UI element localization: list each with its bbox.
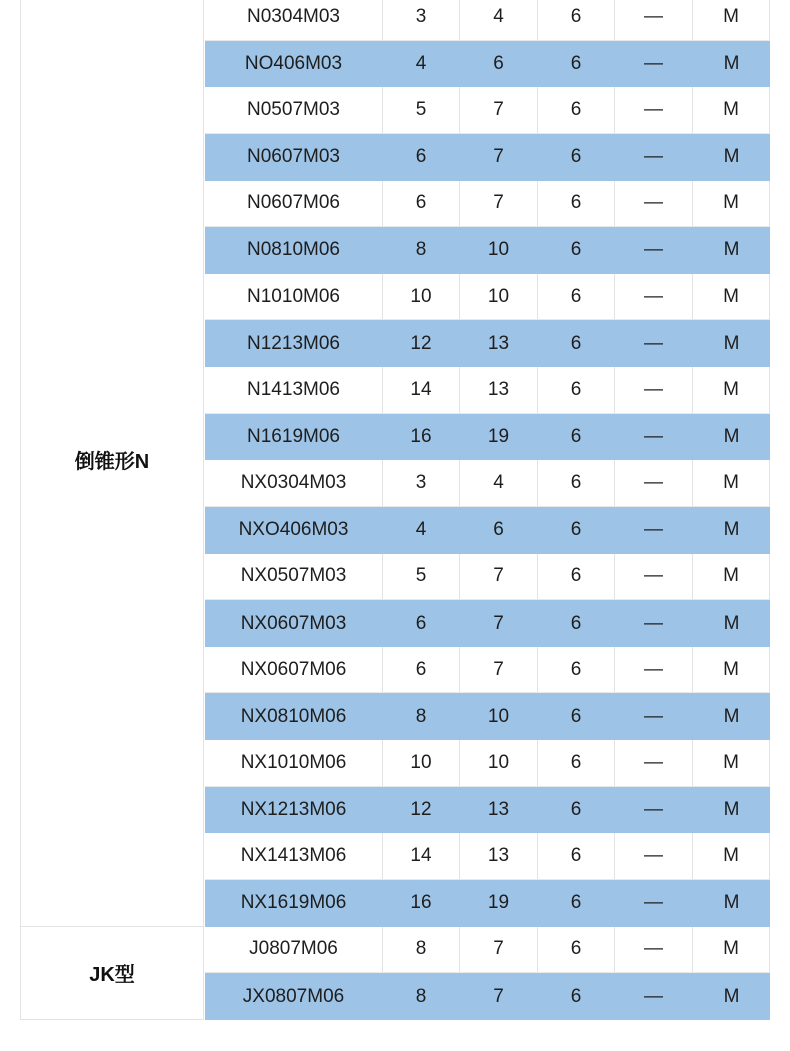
spec-cell: 7 bbox=[460, 554, 538, 600]
spec-cell: — bbox=[644, 332, 663, 354]
table-row bbox=[205, 554, 770, 601]
spec-cell: 6 bbox=[570, 985, 582, 1007]
spec-cell: 19 bbox=[487, 892, 510, 914]
spec-cell: 6 bbox=[538, 554, 615, 600]
spec-cell: 7 bbox=[460, 181, 538, 227]
spec-cell: 6 bbox=[538, 87, 615, 133]
model-code-cell: N1413M06 bbox=[205, 367, 383, 413]
spec-cell: 6 bbox=[538, 460, 615, 506]
table-row bbox=[205, 647, 770, 694]
spec-cell: M bbox=[693, 740, 770, 786]
spec-cell: M bbox=[693, 0, 770, 40]
spec-cell: 6 bbox=[570, 612, 582, 634]
spec-cell: — bbox=[615, 927, 693, 973]
spec-cell: 6 bbox=[493, 52, 504, 74]
spec-cell: — bbox=[644, 425, 663, 447]
table-row bbox=[205, 41, 770, 88]
model-code-cell: NX0507M03 bbox=[205, 554, 383, 600]
spec-cell: 6 bbox=[570, 705, 582, 727]
spec-cell: 6 bbox=[538, 927, 615, 973]
spec-cell: 7 bbox=[460, 927, 538, 973]
spec-cell: M bbox=[693, 181, 770, 227]
spec-cell: — bbox=[615, 87, 693, 133]
model-code-cell: NX0304M03 bbox=[205, 460, 383, 506]
spec-cell: 19 bbox=[487, 425, 510, 447]
spec-cell: — bbox=[615, 740, 693, 786]
spec-cell: 6 bbox=[538, 647, 615, 693]
spec-cell: 10 bbox=[383, 740, 460, 786]
model-code-cell: NX1619M06 bbox=[240, 892, 347, 914]
spec-cell: M bbox=[723, 892, 740, 914]
spec-cell: M bbox=[723, 985, 740, 1007]
spec-cell: — bbox=[615, 647, 693, 693]
model-code-cell: N0607M06 bbox=[205, 181, 383, 227]
table-row bbox=[205, 693, 770, 740]
spec-cell: — bbox=[615, 367, 693, 413]
spec-cell: 4 bbox=[415, 52, 427, 74]
spec-cell: 6 bbox=[415, 612, 427, 634]
model-code-cell: N1213M06 bbox=[247, 332, 340, 354]
table-row bbox=[205, 367, 770, 414]
spec-cell: — bbox=[615, 554, 693, 600]
spec-cell: — bbox=[644, 799, 663, 821]
table-row bbox=[205, 181, 770, 228]
spec-cell: M bbox=[693, 87, 770, 133]
table-row bbox=[205, 87, 770, 134]
spec-cell: 16 bbox=[410, 892, 432, 914]
model-code-cell: JX0807M06 bbox=[242, 985, 345, 1007]
spec-cell: 6 bbox=[415, 146, 427, 168]
spec-cell: 10 bbox=[487, 239, 510, 261]
spec-cell: 16 bbox=[410, 425, 432, 447]
table-row bbox=[205, 134, 770, 181]
spec-cell: — bbox=[615, 460, 693, 506]
table-row bbox=[205, 227, 770, 274]
spec-cell: M bbox=[723, 612, 740, 634]
spec-cell: 13 bbox=[487, 332, 510, 354]
model-code-cell: N0810M06 bbox=[247, 239, 340, 261]
spec-cell: M bbox=[693, 554, 770, 600]
model-code-cell: NO406M03 bbox=[244, 52, 343, 74]
spec-cell: 4 bbox=[460, 0, 538, 40]
spec-cell: M bbox=[723, 799, 740, 821]
model-code-cell: NX0810M06 bbox=[240, 705, 347, 727]
spec-cell: 12 bbox=[410, 799, 432, 821]
model-code-cell: NX1010M06 bbox=[205, 740, 383, 786]
table-row bbox=[205, 507, 770, 554]
spec-cell: — bbox=[644, 612, 663, 634]
spec-cell: M bbox=[693, 927, 770, 973]
spec-cell: 6 bbox=[570, 332, 582, 354]
spec-cell: 6 bbox=[493, 519, 504, 541]
table-row bbox=[205, 460, 770, 507]
spec-cell: M bbox=[723, 519, 740, 541]
spec-cell: 6 bbox=[538, 833, 615, 879]
spec-cell: 7 bbox=[493, 146, 504, 168]
spec-cell: — bbox=[644, 985, 663, 1007]
spec-cell: 4 bbox=[415, 519, 427, 541]
spec-cell: 6 bbox=[383, 647, 460, 693]
spec-cell: 6 bbox=[570, 799, 582, 821]
model-code-cell: J0807M06 bbox=[205, 927, 383, 973]
group-label: 倒锥形N bbox=[20, 0, 204, 927]
spec-cell: 6 bbox=[538, 181, 615, 227]
table-row bbox=[205, 973, 770, 1020]
spec-cell: 5 bbox=[383, 554, 460, 600]
spec-cell: 6 bbox=[383, 181, 460, 227]
table-row bbox=[205, 927, 770, 974]
table-row bbox=[205, 833, 770, 880]
table-row bbox=[205, 414, 770, 461]
spec-cell: M bbox=[723, 52, 740, 74]
spec-cell: 6 bbox=[570, 892, 582, 914]
spec-cell: — bbox=[644, 239, 663, 261]
spec-cell: 8 bbox=[415, 705, 427, 727]
spec-cell: M bbox=[723, 239, 740, 261]
spec-cell: 6 bbox=[538, 274, 615, 320]
spec-cell: — bbox=[644, 705, 663, 727]
spec-cell: 7 bbox=[460, 87, 538, 133]
spec-cell: — bbox=[615, 181, 693, 227]
group-label: JK型 bbox=[20, 927, 204, 1020]
model-code-cell: NX1213M06 bbox=[240, 799, 347, 821]
model-code-cell: N0507M03 bbox=[205, 87, 383, 133]
model-code-cell: NX0607M06 bbox=[205, 647, 383, 693]
spec-cell: 6 bbox=[570, 239, 582, 261]
spec-cell: M bbox=[693, 367, 770, 413]
model-code-cell: N1619M06 bbox=[247, 425, 340, 447]
spec-cell: M bbox=[693, 647, 770, 693]
spec-cell: 6 bbox=[538, 740, 615, 786]
spec-cell: — bbox=[644, 52, 663, 74]
spec-cell: 12 bbox=[410, 332, 432, 354]
spec-cell: 10 bbox=[460, 274, 538, 320]
table-row bbox=[205, 320, 770, 367]
spec-cell: 8 bbox=[415, 239, 427, 261]
spec-cell: M bbox=[723, 425, 740, 447]
spec-cell: 7 bbox=[493, 985, 504, 1007]
spec-cell: 14 bbox=[383, 367, 460, 413]
spec-cell: 5 bbox=[383, 87, 460, 133]
model-code-cell: N0607M03 bbox=[247, 146, 340, 168]
spec-cell: 6 bbox=[570, 146, 582, 168]
table-row bbox=[205, 787, 770, 834]
spec-cell: 7 bbox=[493, 612, 504, 634]
spec-cell: — bbox=[615, 274, 693, 320]
spec-cell: — bbox=[615, 833, 693, 879]
spec-cell: M bbox=[693, 460, 770, 506]
table-row bbox=[205, 740, 770, 787]
spec-cell: 4 bbox=[460, 460, 538, 506]
spec-cell: — bbox=[644, 892, 663, 914]
model-code-cell: N1010M06 bbox=[205, 274, 383, 320]
spec-cell: 8 bbox=[383, 927, 460, 973]
spec-cell: M bbox=[693, 833, 770, 879]
spec-cell: 10 bbox=[383, 274, 460, 320]
table-row bbox=[205, 880, 770, 927]
spec-cell: M bbox=[723, 332, 740, 354]
spec-cell: — bbox=[644, 519, 663, 541]
spec-cell: — bbox=[615, 0, 693, 40]
spec-cell: 8 bbox=[415, 985, 427, 1007]
table-row bbox=[205, 274, 770, 321]
spec-cell: 6 bbox=[538, 367, 615, 413]
table-row bbox=[205, 0, 770, 41]
model-code-cell: NXO406M03 bbox=[238, 519, 349, 541]
spec-cell: 10 bbox=[460, 740, 538, 786]
model-code-cell: N0304M03 bbox=[205, 0, 383, 40]
spec-cell: 6 bbox=[538, 0, 615, 40]
spec-cell: 13 bbox=[460, 833, 538, 879]
spec-cell: 13 bbox=[487, 799, 510, 821]
spec-cell: M bbox=[723, 146, 740, 168]
spec-cell: 6 bbox=[570, 52, 582, 74]
spec-cell: M bbox=[723, 705, 740, 727]
model-code-cell: NX1413M06 bbox=[205, 833, 383, 879]
spec-cell: — bbox=[644, 146, 663, 168]
spec-cell: 3 bbox=[383, 0, 460, 40]
spec-cell: 7 bbox=[460, 647, 538, 693]
spec-cell: 3 bbox=[383, 460, 460, 506]
spec-cell: 14 bbox=[383, 833, 460, 879]
model-code-cell: NX0607M03 bbox=[240, 612, 347, 634]
spec-cell: 13 bbox=[460, 367, 538, 413]
spec-cell: M bbox=[693, 274, 770, 320]
spec-cell: 6 bbox=[570, 519, 582, 541]
spec-cell: 10 bbox=[487, 705, 510, 727]
table-row bbox=[205, 600, 770, 647]
spec-cell: 6 bbox=[570, 425, 582, 447]
